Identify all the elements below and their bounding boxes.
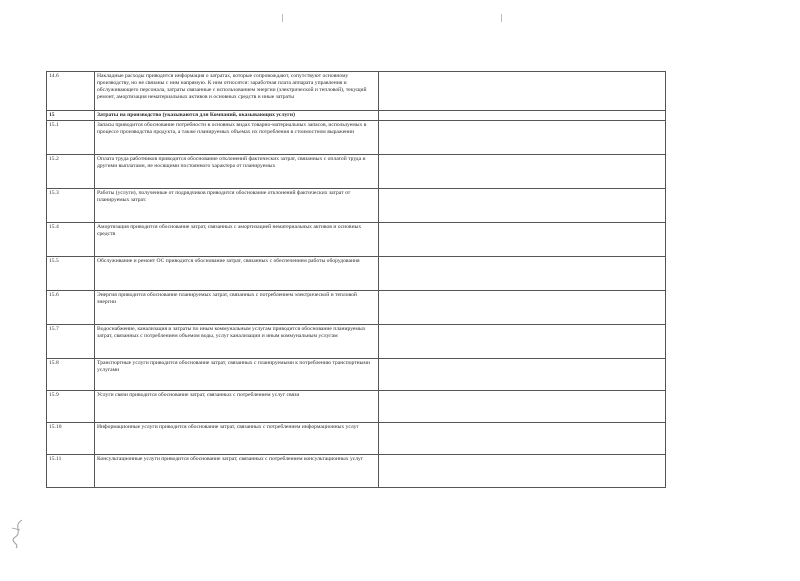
row-value-cell [379,325,666,359]
table-row [47,155,666,189]
row-description: Транспортные услуги приводится обоснование затрат, связанных с планируемыми к потреблению транспортными услугами [95,359,379,391]
row-number: 15 [47,111,95,121]
row-number: 15.8 [47,359,95,391]
table-row [47,359,666,391]
row-description: Водоснабжение, канализация и затраты по иным коммунальным услугам приводится обоснование планируемых затрат, связанных с потреблением объемом воды, услуг канализации и иным коммунальным услугам [95,325,379,359]
table-row [47,189,666,223]
table-row [47,423,666,455]
table-row [47,391,666,423]
row-value-cell [379,455,666,488]
row-number: 15.9 [47,391,95,423]
row-value-cell [379,189,666,223]
row-description: Обслуживание и ремонт ОС приводится обоснование затрат, связанных с обеспечением работы оборудования [95,257,379,291]
row-number: 15.11 [47,455,95,488]
row-value-cell [379,291,666,325]
table-row [47,291,666,325]
scan-artifact-mark [282,14,283,22]
row-number: 15.3 [47,189,95,223]
table-row [47,72,666,111]
row-value-cell [379,359,666,391]
row-description: Информационные услуги приводится обоснование затрат, связанных с потреблением информационных услуг [95,423,379,455]
row-description: Работы (услуги), полученные от подрядчиков приводится обоснование отклонений фактических затрат от планируемых затрат. [95,189,379,223]
handwritten-mark [8,518,28,550]
row-number: 15.7 [47,325,95,359]
row-description: Накладные расходы приводится информация о затратах, которые сопровождают, сопутствуют основному производству, но не связаны с ним напрямую. К ним относятся: заработная плата аппарата управления и обслуживающего персонала, затраты связанные с использованием энергии (электрической и тепловой), текущий ремонт, амортизация нематериальных активов и основных средств и иные затраты [95,72,379,111]
table-row [47,257,666,291]
row-number: 14.6 [47,72,95,111]
cost-justification-table [46,71,666,488]
row-value-cell [379,72,666,111]
table-row [47,455,666,488]
row-number: 15.10 [47,423,95,455]
row-description: Консультационные услуги приводится обоснование затрат, связанных с потреблением консультационных услуг [95,455,379,488]
row-description: Оплата труда работников приводится обоснование отклонений фактических затрат, связанных с оплатой труда и другими выплатами, не носящими постоянного характера от планируемых [95,155,379,189]
row-number: 15.4 [47,223,95,257]
section-header-row [47,111,666,121]
row-value-cell [379,423,666,455]
section-title: Затраты на производство (указываются для Компаний, оказывающих услуги) [95,111,379,121]
row-number: 15.5 [47,257,95,291]
row-description: Запасы приводится обоснование потребности в основных видах товарно-материальных запасов, используемых в процессе производства продукта, а также планируемых объемах их потребления в стоимостном выражении [95,121,379,155]
table-row [47,325,666,359]
row-value-cell [379,155,666,189]
row-value-cell [379,391,666,423]
row-number: 15.2 [47,155,95,189]
row-value-cell [379,121,666,155]
table-row [47,223,666,257]
row-value-cell [379,223,666,257]
row-value-cell [379,257,666,291]
table-row [47,121,666,155]
row-value-cell [379,111,666,121]
row-number: 15.6 [47,291,95,325]
row-number: 15.1 [47,121,95,155]
row-description: Услуги связи приводится обоснование затрат, связанных с потреблением услуг связи [95,391,379,423]
scan-artifact-mark [501,14,502,22]
row-description: Амортизация приводится обоснование затрат, связанных с амортизацией нематериальных активов и основных средств [95,223,379,257]
row-description: Энергия приводится обоснование планируемых затрат, связанных с потреблением электрической и тепловой энергии [95,291,379,325]
